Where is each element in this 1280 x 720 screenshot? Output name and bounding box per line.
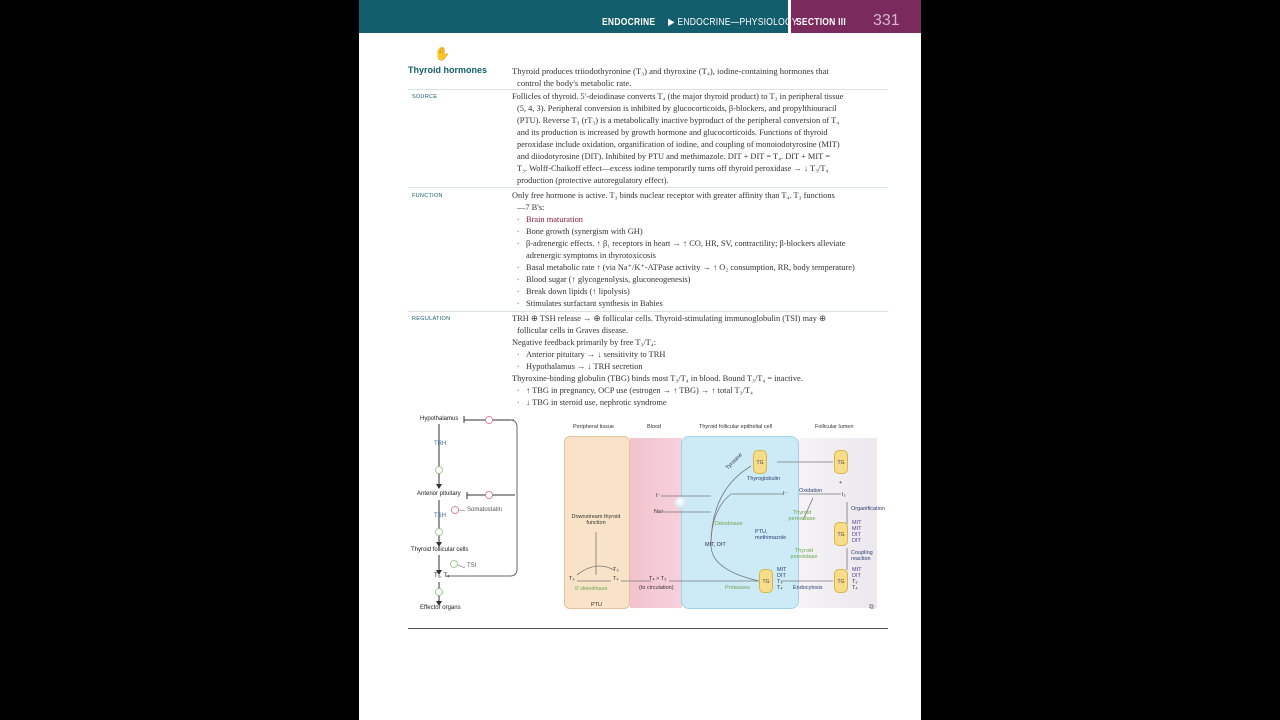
- label-to-circulation: (to circulation): [639, 585, 674, 591]
- function-text: [512, 190, 884, 310]
- section-label-regulation: REGULATION: [412, 316, 451, 322]
- label-t3: T₃: [852, 579, 858, 585]
- label-somatostatin: Somatostatin: [467, 507, 503, 513]
- label-5-deiodinase: 5′-deiodinase: [575, 586, 608, 592]
- label-iodide: I⁻: [656, 493, 661, 499]
- thyroid-cell-diagram: [561, 420, 885, 615]
- header-breadcrumb: [668, 17, 798, 28]
- label-plus: +: [839, 480, 843, 486]
- label-proteases: Proteases: [725, 585, 750, 591]
- label-i2: I₂: [842, 492, 846, 498]
- tg-endocytosed: TG: [759, 569, 773, 593]
- label-thyroid-follicular-cells: Thyroid follicular cells: [411, 547, 469, 553]
- text-line: Only free hormone is active. T₃ binds nuclear receptor with greater affinity than T₄. T₃ functions: [512, 191, 835, 200]
- label-thyroid-peroxidase-2: Thyroid peroxidase: [790, 548, 818, 560]
- text-line: (PTU). Reverse T₃ (rT₃) is a metabolically inactive byproduct of the peripheral conversion of T₄: [517, 116, 840, 125]
- hand-pointer-icon: ✋: [434, 46, 451, 61]
- document-page: [359, 0, 921, 720]
- text-line: production (protective autoregulatory effect).: [517, 176, 669, 185]
- label-t4: T₄: [852, 585, 858, 591]
- label-mit: MIT: [777, 567, 787, 573]
- bullet-item: • ↑ TBG in pregnancy, OCP use (estrogen → ↑ TBG) → ↑ total T₃/T₄: [512, 385, 884, 397]
- label-tyrosine: Tyrosine: [724, 452, 744, 472]
- label-mit-dit: MIT, DIT: [705, 542, 726, 548]
- source-text: [512, 91, 884, 187]
- label-mit: MIT: [852, 526, 862, 532]
- section-divider: [408, 89, 888, 90]
- topic-intro: [512, 65, 882, 89]
- label-hypothalamus: Hypothalamus: [420, 416, 459, 422]
- label-iodide-inner: I⁻: [783, 491, 788, 497]
- section-label-function: FUNCTION: [412, 193, 443, 199]
- label-t4-peripheral: T₄: [613, 576, 619, 582]
- label-mit: MIT: [852, 567, 862, 573]
- label-anterior-pituitary: Anterior pituitary: [417, 491, 461, 497]
- label-t4-gt-t3: T₄ > T₃: [649, 576, 667, 582]
- bullet-item: • Basal metabolic rate ↑ (via Na⁺/K⁺-ATPase activity → ↑ O₂ consumption, RR, body temperature): [512, 262, 884, 274]
- col-thyroid-cell: Thyroid follicular epithelial cell: [699, 424, 773, 430]
- bullet-item: • Brain maturation: [512, 214, 884, 226]
- text-line: and diiodotyrosine (DIT). Inhibited by PTU and methimazole. DIT + DIT = T₄. DIT + MIT =: [517, 152, 830, 161]
- col-blood: Blood: [647, 424, 662, 430]
- header-chapter: ENDOCRINE: [602, 17, 656, 28]
- label-downstream: Downstream thyroid function: [571, 514, 621, 526]
- label-dit: DIT: [852, 538, 861, 544]
- expand-icon[interactable]: ⧉: [869, 603, 874, 611]
- label-t3: T₃: [777, 579, 783, 585]
- bullet-item: • β-adrenergic effects. ↑ β₁ receptors in heart → ↑ CO, HR, SV, contractility; β-blockers alleviate: [512, 238, 884, 250]
- label-thyroid-peroxidase-1: Thyroid peroxidase: [788, 510, 816, 522]
- bullet-item: • Blood sugar (↑ glycogenolysis, gluconeogenesis): [512, 274, 884, 286]
- breadcrumb-arrow-icon: ▶: [668, 17, 675, 28]
- bullet-item: • Stimulates surfactant synthesis in Babies: [512, 298, 884, 310]
- tg-cell: TG: [753, 450, 767, 474]
- label-dit: DIT: [852, 573, 861, 579]
- tg-coupled: TG: [834, 569, 848, 593]
- label-mit: MIT: [852, 520, 862, 526]
- bullet-item: • Anterior pituitary → ↓ sensitivity to TRH: [512, 349, 884, 361]
- label-ptu-methimazole: PTU, methimazole: [755, 529, 787, 541]
- topic-title: Thyroid hormones: [408, 65, 488, 75]
- tg-organified: TG: [834, 522, 848, 546]
- page-header: [359, 0, 921, 33]
- label-organification: Organification: [851, 506, 885, 512]
- text-line: Thyroxine-binding globulin (TBG) binds most T₃/T₄ in blood. Bound T₃/T₄ = inactive.: [512, 374, 803, 383]
- label-t3-peripheral: T₃: [569, 576, 575, 582]
- label-coupling: Coupling reaction: [851, 550, 873, 562]
- page-number: 331: [873, 12, 900, 29]
- text-line: TRH ⊕ TSH release → ⊕ follicular cells. Thyroid-stimulating immunoglobulin (TSI) may ⊕: [512, 314, 827, 323]
- page-bottom-rule: [408, 628, 888, 629]
- bullet-item: • ↓ TBG in steroid use, nephrotic syndrome: [512, 397, 884, 409]
- text-line: peroxidase include oxidation, organification of iodine, and coupling of monoiodotyrosine (MIT): [517, 140, 840, 149]
- section-divider: [408, 187, 888, 188]
- section-divider: [408, 311, 888, 312]
- label-t4: T₄: [777, 585, 783, 591]
- intro-line: control the body's metabolic rate.: [517, 78, 632, 88]
- feedback-arrows-icon: [407, 410, 522, 615]
- text-line: Follicles of thyroid. 5′-deiodinase converts T₄ (the major thyroid product) to T₃ in peripheral tissue: [512, 92, 844, 101]
- label-trh: TRH: [434, 441, 447, 447]
- label-dit: DIT: [777, 573, 786, 579]
- col-peripheral-tissue: Peripheral tissue: [573, 424, 614, 430]
- tg-lumen: TG: [834, 450, 848, 474]
- label-tsi: TSI: [467, 563, 477, 569]
- col-follicular-lumen: Follicular lumen: [815, 424, 854, 430]
- label-effector-organs: Effector organs: [420, 605, 461, 611]
- text-line: Negative feedback primarily by free T₃/T₄:: [512, 338, 657, 347]
- bullet-continuation: adrenergic symptoms in thyrotoxicosis: [526, 251, 656, 260]
- bullet-item: • Bone growth (synergism with GH): [512, 226, 884, 238]
- feedback-loop-diagram: [407, 410, 522, 615]
- label-endocytosis: Endocytosis: [793, 585, 823, 591]
- label-ptu: PTU: [591, 602, 602, 608]
- label-tsh: TSH: [434, 513, 446, 519]
- section-label-source: SOURCE: [412, 94, 438, 100]
- label-oxidation: Oxidation: [799, 488, 823, 494]
- bullet-item: • Hypothalamus → ↓ TRH secretion: [512, 361, 884, 373]
- text-line: and its production is increased by growth hormone and glucocorticoids. Functions of thyroid: [517, 128, 828, 137]
- bullet-item: • Break down lipids (↑ lipolysis): [512, 286, 884, 298]
- label-sodium: Na⁺: [654, 509, 664, 515]
- text-line: T₃. Wolff-Chaikoff effect—excess iodine temporarily turns off thyroid peroxidase → ↓ T₃/T₄: [517, 164, 829, 173]
- label-deiodinase: Deiodinase: [715, 521, 743, 527]
- label-t3-t4: T₃, T₄: [434, 573, 450, 579]
- text-line: follicular cells in Graves disease.: [517, 326, 628, 335]
- regulation-text: [512, 313, 884, 409]
- text-line: —7 B's:: [517, 203, 545, 212]
- header-subchapter: ENDOCRINE—PHYSIOLOGY: [677, 17, 798, 28]
- label-thyroglobulin: Thyroglobulin: [747, 476, 781, 482]
- label-dit: DIT: [852, 532, 861, 538]
- label-t3-upper: T₃: [613, 567, 619, 573]
- intro-line: Thyroid produces triiodothyronine (T₃) and thyroxine (T₄), iodine-containing hormones that: [512, 66, 829, 76]
- header-section: SECTION III: [796, 17, 847, 28]
- text-line: (5, 4, 3). Peripheral conversion is inhibited by glucocorticoids, β-blockers, and propylthiouracil: [517, 104, 837, 113]
